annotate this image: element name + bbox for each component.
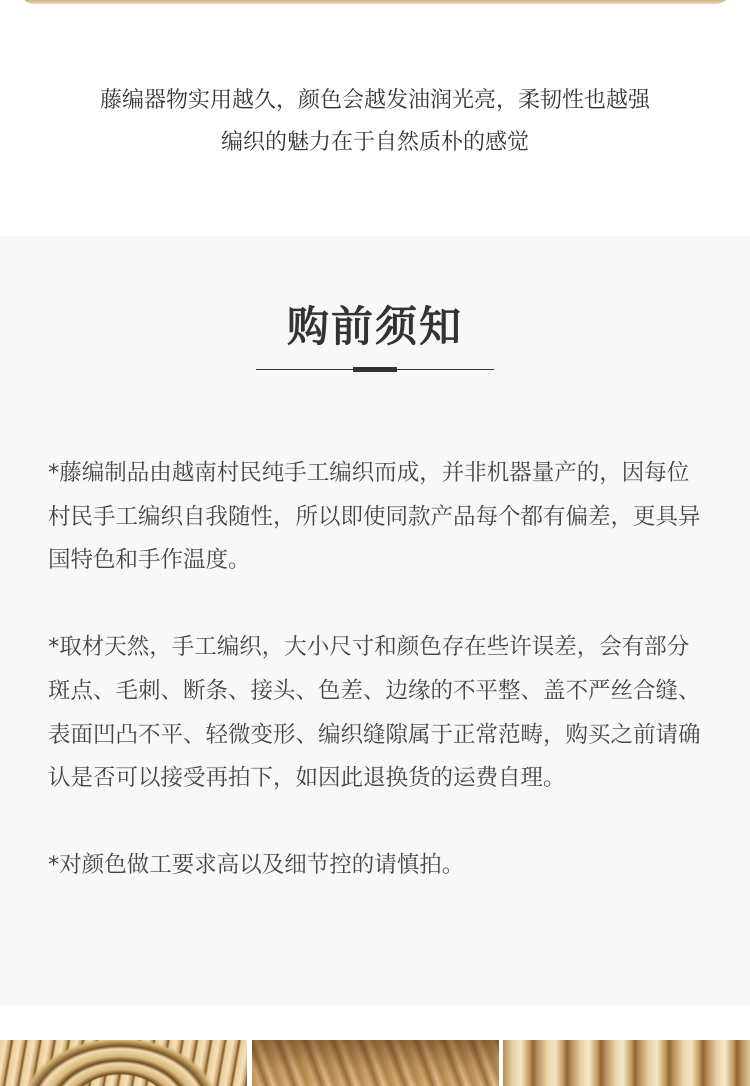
intro-text: [0, 80, 750, 164]
notice-paragraph-handmade: *藤编制品由越南村民纯手工编织而成，并非机器量产的，因每位村民手工编织自我随性，所以即使同款产品每个都有偏差，更具异国特色和手作温度。: [48, 460, 701, 574]
rattan-photo-3: [503, 1040, 750, 1086]
notice-body: [48, 452, 708, 888]
title-divider-accent: [353, 367, 397, 372]
notice-paragraph-natural: *取材天然，手工编织，大小尺寸和颜色存在些许误差，会有部分斑点、毛刺、断条、接头、色差、边缘的不平整、盖不严丝合缝、表面凹凸不平、轻微变形、编织缝隙属于正常范畴，购买之前请确认是否可以接受再拍下，如因此退换货的运费自理。: [48, 634, 701, 792]
rattan-photo-1: [0, 1040, 247, 1086]
purchase-notice-section: [0, 236, 750, 1006]
intro-line-1: 藤编器物实用越久，颜色会越发油润光亮，柔韧性也越强: [99, 88, 650, 113]
notice-paragraph-caution: *对颜色做工要求高以及细节控的请慎拍。: [48, 852, 465, 879]
rattan-photo-2: [252, 1040, 499, 1086]
rattan-photo-row: [0, 1040, 750, 1086]
rattan-photo-top: [0, 0, 750, 8]
rattan-basket-edge: [20, 0, 730, 4]
notice-title: 购前须知: [286, 302, 463, 351]
intro-line-2: 编织的魅力在于自然质朴的感觉: [220, 130, 529, 155]
